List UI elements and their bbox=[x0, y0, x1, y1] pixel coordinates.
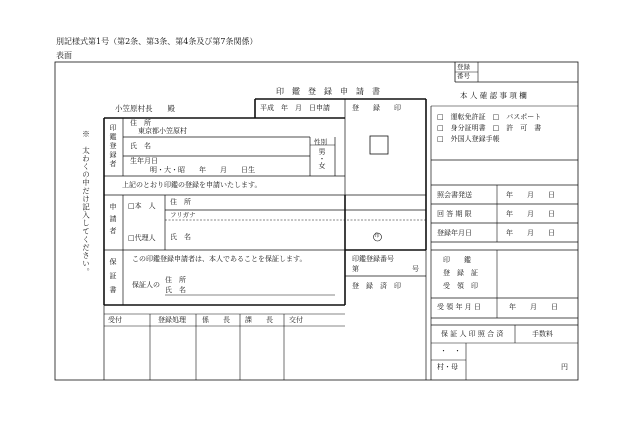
fee-label: 手数料 bbox=[532, 330, 553, 338]
date-header: 平成 年 月 日申請 bbox=[260, 104, 330, 112]
date-value-reply[interactable]: 年 月 日 bbox=[506, 210, 555, 218]
office-delivered: 交付 bbox=[289, 316, 303, 324]
addressee: 小笠原村長 殿 bbox=[115, 104, 175, 113]
receipt-date-value[interactable]: 年 月 日 bbox=[509, 303, 558, 311]
seal-reg-prefix: 第 bbox=[352, 265, 359, 273]
guarantor-statement: この印鑑登録申請者は、本人であることを保証します。 bbox=[132, 255, 307, 263]
reg-no-label-2: 番号 bbox=[457, 72, 470, 80]
guarantor-name-label: 氏 名 bbox=[165, 286, 186, 294]
guarantor-address-label: 住 所 bbox=[165, 276, 186, 284]
guarantor-check-label: 保 証 人 印 照 合 済 bbox=[441, 330, 504, 338]
birth-value[interactable]: 明・大・昭 年 月 日生 bbox=[150, 166, 255, 174]
furigana-label: フリガナ bbox=[170, 211, 196, 219]
seal-reg-label: 印鑑登録番号 bbox=[352, 255, 394, 263]
registrant-address-label: 住 所 bbox=[130, 119, 151, 127]
registrant-section-label: 印鑑登録者 bbox=[109, 124, 117, 169]
identity-item-1[interactable]: □ 運転免許証 □ パスポート bbox=[437, 113, 542, 121]
seal-reg-suffix: 号 bbox=[412, 265, 419, 273]
stamp-header: 登 録 印 bbox=[352, 104, 401, 112]
applicant-name-field[interactable] bbox=[210, 225, 350, 247]
guarantor-label: 保証人の bbox=[132, 281, 160, 289]
office-received: 受付 bbox=[108, 316, 122, 324]
date-label-inquiry: 照会書発送 bbox=[437, 191, 472, 199]
seal-receipt-line-3: 受 領 印 bbox=[443, 282, 478, 290]
seal-receipt-line-1: 印 鑑 bbox=[443, 256, 471, 264]
guarantor-section-label: 保証書 bbox=[109, 258, 117, 300]
date-value-inquiry[interactable]: 年 月 日 bbox=[506, 191, 555, 199]
registered-seal-label: 登 録 済 印 bbox=[352, 282, 401, 290]
registrant-address-value[interactable]: 東京都小笠原村 bbox=[138, 127, 187, 135]
registrant-name-field[interactable] bbox=[165, 137, 310, 156]
form-reference: 別記様式第1号（第2条、第3条、第4条及び第7条関係） bbox=[56, 37, 258, 46]
reg-no-label-1: 登録 bbox=[457, 63, 470, 71]
registration-stamp-box[interactable] bbox=[370, 136, 388, 154]
seal-mark: 印 bbox=[374, 233, 380, 239]
applicant-section-label: 申請者 bbox=[109, 203, 117, 239]
fee-dots: ・ ・ bbox=[440, 347, 461, 355]
registrant-name-label: 氏 名 bbox=[130, 142, 151, 150]
office-section-chief: 課 長 bbox=[245, 316, 273, 324]
applicant-name-label: 氏 名 bbox=[170, 233, 191, 241]
side-label: 表面 bbox=[56, 51, 72, 60]
office-chief: 係 長 bbox=[202, 316, 230, 324]
identity-item-3[interactable]: □ 外国人登録手帳 bbox=[437, 135, 500, 143]
fee-village: 村・母 bbox=[437, 363, 458, 371]
office-processing: 登録処理 bbox=[158, 316, 186, 324]
reg-no-field[interactable] bbox=[478, 62, 578, 82]
request-text: 上記のとおり印鑑の登録を申請いたします。 bbox=[122, 181, 262, 189]
birth-label: 生年月日 bbox=[130, 157, 158, 165]
date-label-registered: 登録年月日 bbox=[437, 229, 472, 237]
applicant-self-checkbox[interactable]: □本 人 bbox=[128, 202, 156, 210]
date-value-registered[interactable]: 年 月 日 bbox=[506, 229, 555, 237]
date-label-reply: 回 答 期 限 bbox=[437, 210, 472, 218]
fee-yen: 円 bbox=[561, 363, 568, 371]
identity-title: 本 人 確 認 事 項 欄 bbox=[460, 91, 527, 100]
form-title: 印 鑑 登 録 申 請 書 bbox=[276, 87, 380, 96]
applicant-address-label: 住 所 bbox=[170, 198, 191, 206]
seal-receipt-line-2: 登 録 証 bbox=[443, 269, 478, 277]
vertical-note: ※ 太わくの中だけ記入してください。 bbox=[81, 130, 91, 276]
gender-options[interactable]: 男・女 bbox=[318, 148, 326, 169]
gender-label: 性別 bbox=[314, 138, 327, 146]
identity-item-2[interactable]: □ 身分証明書 □ 許 可 書 bbox=[437, 124, 542, 132]
receipt-date-label: 受 領 年 月 日 bbox=[437, 303, 481, 311]
applicant-proxy-checkbox[interactable]: □代理人 bbox=[128, 234, 156, 242]
